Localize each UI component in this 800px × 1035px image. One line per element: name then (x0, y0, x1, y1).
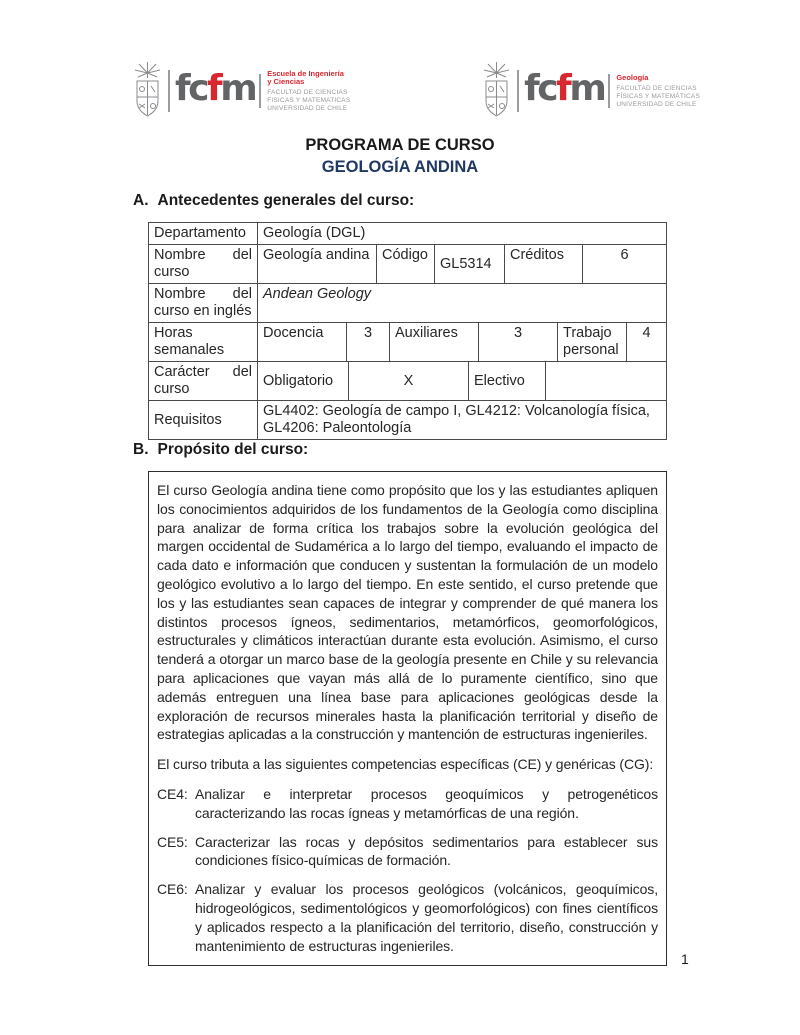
caracter-label-cell: Carácter del curso (148, 361, 258, 401)
page-number: 1 (681, 951, 689, 967)
horas-label-cell: Horas semanales (148, 322, 258, 362)
requisitos-label-cell: Requisitos (148, 400, 258, 440)
fcfm-wordmark (524, 68, 605, 109)
logo-divider (608, 74, 610, 108)
logo-divider (168, 70, 170, 112)
table-row-departamento (148, 222, 667, 245)
table-row-caracter (148, 361, 667, 401)
auxiliares-value-cell: 3 (478, 322, 558, 362)
docencia-label-cell: Docencia (257, 322, 347, 362)
competency-item-ce5 (157, 833, 658, 871)
logo-text-block (267, 70, 350, 113)
competency-item-ce4 (157, 785, 658, 823)
nombre-ingles-value-cell: Andean Geology (257, 283, 667, 323)
trabajo-value-cell: 4 (626, 322, 667, 362)
logo-unit-name: Geología (616, 72, 649, 82)
logo-fcfm-geologia (482, 62, 700, 120)
course-title: GEOLOGÍA ANDINA (321, 158, 479, 176)
logo-faculty-line: FACULTAD DE CIENCIAS (616, 84, 697, 92)
university-crest-icon (482, 62, 511, 120)
auxiliares-label-cell: Auxiliares (389, 322, 479, 362)
codigo-value-cell: GL5314 (434, 244, 505, 284)
wordmark-fc: fc (524, 68, 557, 109)
document-title: PROGRAMA DE CURSO (305, 136, 495, 154)
logo-faculty-line: UNIVERSIDAD DE CHILE (616, 100, 697, 108)
electivo-label-cell: Electivo (468, 361, 546, 401)
wordmark-m: m (569, 68, 605, 109)
logo-fcfm-escuela (133, 62, 350, 120)
obligatorio-label-cell: Obligatorio (257, 361, 349, 401)
docencia-value-cell: 3 (346, 322, 390, 362)
section-a-title: Antecedentes generales del curso: (157, 192, 415, 209)
course-info-table (148, 222, 667, 440)
fcfm-wordmark (175, 68, 256, 109)
departamento-label-cell: Departamento (148, 222, 258, 245)
header-logos (133, 62, 700, 120)
logo-faculty-line: UNIVERSIDAD DE CHILE (267, 105, 348, 112)
wordmark-fc: fc (175, 68, 208, 109)
competency-item-ce6 (157, 880, 658, 955)
nombre-label-cell: Nombre del curso (148, 244, 258, 284)
departamento-value-cell: Geología (DGL) (257, 222, 667, 245)
competency-text: Analizar y evaluar los procesos geológicos (volcánicos, geoquímicos, hidrogeológicos, sedimentológicos y geomorfológicos) con fines científicos y aplicados respecto a la planificación del territorio, diseño, construcción y mantenimiento de estructuras ingenieriles. (195, 881, 658, 954)
creditos-value-cell: 6 (582, 244, 667, 284)
codigo-label-cell: Código (376, 244, 435, 284)
wordmark-m: m (220, 68, 256, 109)
title-block (0, 134, 800, 178)
nombre-ingles-label-cell: Nombre del curso en inglés (148, 283, 258, 323)
logo-divider (517, 70, 519, 112)
university-crest-icon (133, 62, 162, 120)
section-b-title: Propósito del curso: (157, 441, 309, 458)
electivo-mark-cell (545, 361, 667, 401)
competencies-intro-paragraph: El curso tributa a las siguientes competencias específicas (CE) y genéricas (CG): (157, 756, 654, 773)
logo-faculty-line: FISICAS Y MATEMATICAS (267, 97, 351, 104)
competency-code: CE6: (157, 881, 188, 898)
table-row-requisitos (148, 400, 667, 440)
requisitos-value-cell: GL4402: Geología de campo I, GL4212: Volcanología física, GL4206: Paleontología (257, 400, 667, 440)
purpose-paragraph: El curso Geología andina tiene como propósito que los y las estudiantes apliquen los conocimientos adquiridos de los fundamentos de la Geología como disciplina para analizar de forma crítica los trabajos sobre la evolución geológica del margen occidental de Sudamérica a lo largo del tiempo, evaluando el impacto de cada dato e información que conducen y sustentan la formulación de un modelo geológico evolutivo a lo largo del tiempo. En este sentido, el curso pretende que los y las estudiantes sean capaces de integrar y comprender de qué manera los distintos procesos ígneos, sedimentarios, metamórficos, geomorfológicos, estructurales y climáticos interactúan durante esta evolución. Asimismo, el curso tenderá a otorgar un marco base de la geología presente en Chile y su relevancia para aplicaciones que vayan más allá de lo puramente científico, sino que además entreguen una línea base para aplicaciones geológicas desde la exploración de recursos minerales hasta la planificación territorial y diseño de estrategias aplicadas a la construcción y mantención de estructuras ingenieriles. (157, 482, 658, 743)
section-a-heading (133, 192, 414, 210)
trabajo-label-cell: Trabajo personal (557, 322, 627, 362)
section-b-label: B. (133, 441, 149, 458)
creditos-label-cell: Créditos (504, 244, 583, 284)
logo-faculty-line: FACULTAD DE CIENCIAS (267, 89, 348, 96)
table-row-horas (148, 322, 667, 362)
nombre-value-cell: Geología andina (257, 244, 377, 284)
logo-divider (259, 74, 261, 108)
section-a-label: A. (133, 192, 149, 209)
wordmark-f-red: f (556, 68, 570, 109)
competency-code: CE5: (157, 833, 188, 850)
competency-code: CE4: (157, 785, 188, 802)
wordmark-f-red: f (207, 68, 221, 109)
table-row-nombre (148, 244, 667, 284)
logo-unit-name: y Ciencias (267, 77, 305, 86)
course-purpose-box (148, 471, 667, 966)
competency-text: Analizar e interpretar procesos geoquímicos y petrogenéticos caracterizando las rocas ígneas y metamórficas de una región. (195, 785, 658, 821)
logo-faculty-line: FÍSICAS Y MATEMÁTICAS (616, 92, 700, 100)
competency-text: Caracterizar las rocas y depósitos sedimentarios para establecer sus condiciones físico-químicas de formación. (195, 833, 658, 869)
table-row-nombre-ingles (148, 283, 667, 323)
logo-unit-name: Escuela de Ingeniería (267, 68, 344, 78)
obligatorio-mark-cell: X (348, 361, 469, 401)
logo-text-block (616, 74, 700, 109)
section-b-heading (133, 441, 308, 459)
